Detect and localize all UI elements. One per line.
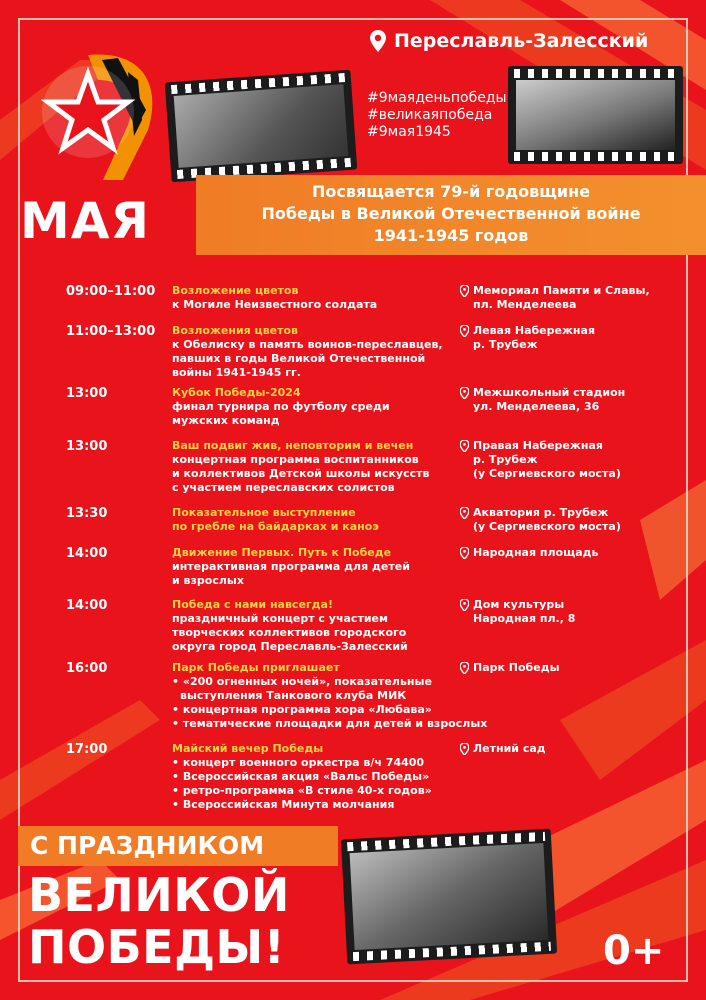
hashtag[interactable]: #великаяпобеда (367, 107, 493, 123)
event-place (460, 324, 660, 352)
place-line: (у Сергиевского моста) (473, 520, 621, 533)
event-line: • Всероссийская Минута молчания (172, 798, 395, 811)
event-description (172, 661, 502, 731)
event-title: Возложения цветов (172, 324, 299, 337)
place-line: Парк Победы (473, 661, 560, 674)
event-place (460, 386, 660, 414)
title-month: МАЯ (20, 192, 150, 250)
event-time: 14:00 (66, 546, 108, 561)
location-pin-icon (460, 743, 469, 755)
place-line: р. Трубеж (473, 453, 538, 466)
event-line: округа город Переславль-Залесский (172, 640, 408, 653)
event-title: Ваш подвиг жив, неповторим и вечен (172, 439, 414, 452)
event-title: Майский вечер Победы (172, 742, 324, 755)
event-title-cont: по гребле на байдарках и каноэ (172, 520, 379, 533)
event-description (172, 546, 462, 588)
event-line: творческих коллективов городского (172, 626, 407, 639)
event-line: • Всероссийская акция «Вальс Победы» (172, 770, 430, 783)
event-line: интерактивная программа для детей (172, 560, 410, 573)
age-rating: 0+ (603, 928, 665, 974)
location-pin-icon (460, 599, 469, 611)
event-description (172, 324, 462, 380)
event-title: Парк Победы приглашает (172, 661, 340, 674)
event-place (460, 661, 660, 675)
nine-may-logo (28, 50, 168, 185)
congrats-banner: С ПРАЗДНИКОМ (18, 826, 338, 866)
place-line: Межшкольный стадион (473, 386, 626, 399)
event-time: 17:00 (66, 742, 108, 757)
location-pin-icon (460, 325, 469, 337)
place-line: Мемориал Памяти и Славы, (473, 284, 650, 297)
location-pin-icon (460, 440, 469, 452)
event-line: к Обелиску в память воинов-переславцев, (172, 338, 443, 351)
event-time: 13:30 (66, 506, 108, 521)
location-pin-icon (460, 547, 469, 559)
event-place (460, 546, 660, 560)
event-description (172, 439, 462, 495)
event-line: войны 1941-1945 гг. (172, 366, 301, 379)
location-pin-icon (370, 30, 386, 52)
event-line: • концерт военного оркестра в/ч 74400 (172, 756, 425, 769)
event-line: выступления Танкового клуба МИК (180, 689, 407, 702)
event-line: • тематические площадки для детей и взрослых (172, 717, 488, 730)
event-line: • ретро-программа «В стиле 40-х годов» (172, 784, 432, 797)
event-line: павших в годы Великой Отечественной (172, 352, 426, 365)
event-place (460, 284, 660, 312)
city-label (370, 30, 648, 52)
hashtag[interactable]: #9мая1945 (367, 124, 451, 140)
city-name: Переславль-Залесский (394, 30, 649, 52)
event-title: Показательное выступление (172, 506, 356, 519)
place-line: Народная площадь (473, 546, 599, 559)
location-pin-icon (460, 662, 469, 674)
film-strip-photo-1 (165, 70, 358, 183)
location-pin-icon (460, 507, 469, 519)
event-title: Движение Первых. Путь к Победе (172, 546, 392, 559)
film-strip-photo-2 (508, 66, 683, 164)
congrats-line-1: ВЕЛИКОЙ (28, 868, 290, 922)
place-line: пл. Менделеева (473, 298, 577, 311)
film-strip-photo-3 (341, 829, 557, 965)
hashtags (367, 90, 507, 141)
event-time: 11:00–13:00 (66, 324, 156, 339)
event-line: • концертная программа хора «Любава» (172, 703, 432, 716)
place-line: Летний сад (473, 742, 546, 755)
location-pin-icon (460, 285, 469, 297)
hashtag[interactable]: #9маяденьпобеды (367, 90, 507, 106)
event-line: финал турнира по футболу среди (172, 400, 390, 413)
congrats-line-2: ПОБЕДЫ! (28, 920, 286, 974)
event-title: Кубок Победы-2024 (172, 386, 301, 399)
dedication-line: Посвящается 79-й годовщине (311, 182, 591, 201)
event-time: 14:00 (66, 598, 108, 613)
event-description (172, 506, 462, 534)
event-description (172, 284, 462, 312)
dedication-line: 1941-1945 годов (373, 226, 529, 245)
event-title: Победа с нами навсегда! (172, 598, 333, 611)
place-line: ул. Менделеева, 36 (473, 400, 600, 413)
event-place (460, 742, 660, 756)
event-time: 13:00 (66, 386, 108, 401)
event-line: с участием переславских солистов (172, 481, 395, 494)
event-time: 16:00 (66, 661, 108, 676)
dedication-banner (196, 175, 706, 255)
event-time: 13:00 (66, 439, 108, 454)
place-line: Левая Набережная (473, 324, 596, 337)
place-line: Дом культуры (473, 598, 565, 611)
place-line: Правая Набережная (473, 439, 603, 452)
location-pin-icon (460, 387, 469, 399)
event-line: праздничный концерт с участием (172, 612, 388, 625)
event-description (172, 598, 462, 654)
event-time: 09:00–11:00 (66, 284, 156, 299)
event-place (460, 598, 660, 626)
event-line: и коллективов Детской школы искусств (172, 467, 430, 480)
event-description (172, 386, 462, 428)
event-place (460, 506, 660, 534)
event-line: к Могиле Неизвестного солдата (172, 298, 378, 311)
event-description (172, 742, 462, 812)
event-line: и взрослых (172, 574, 244, 587)
place-line: р. Трубеж (473, 338, 538, 351)
event-place (460, 439, 660, 481)
dedication-line: Победы в Великой Отечественной войне (261, 204, 641, 223)
event-title: Возложение цветов (172, 284, 299, 297)
event-line: концертная программа воспитанников (172, 453, 419, 466)
event-line: мужских команд (172, 414, 280, 427)
place-line: Народная пл., 8 (473, 612, 576, 625)
event-line: • «200 огненных ночей», показательные (172, 675, 432, 688)
place-line: (у Сергиевского моста) (473, 467, 621, 480)
place-line: Акватория р. Трубеж (473, 506, 609, 519)
